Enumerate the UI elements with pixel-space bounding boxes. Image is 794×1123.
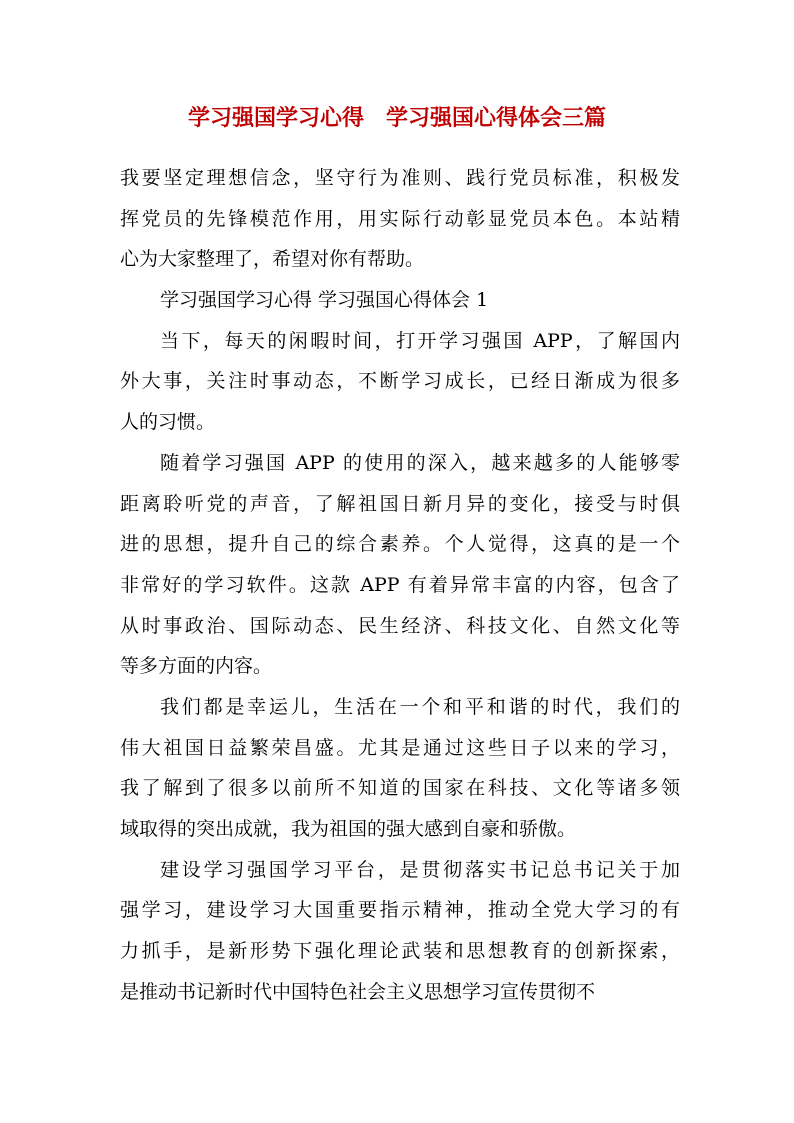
text-line: 当下，每天的闲暇时间，打开学习强国 APP，了解国内 (160, 329, 680, 352)
text-line: 等多方面的内容。 (120, 655, 273, 678)
text-line: 力抓手，是新形势下强化理论武装和思想教育的创新探索， (120, 940, 680, 963)
text-line: 随着学习强国 APP 的使用的深入，越来越多的人能够零 (160, 451, 680, 474)
text-line: 进的思想，提升自己的综合素养。个人觉得，这真的是一个 (120, 533, 680, 556)
text-line: 人的习惯。 (120, 411, 216, 434)
paragraph-4 (120, 850, 680, 1013)
text-line: 强学习，建设学习大国重要指示精神，推动全党大学习的有 (120, 899, 680, 922)
text-line: 挥党员的先锋模范作用，用实际行动彰显党员本色。本站精 (120, 207, 680, 230)
document-body (120, 158, 680, 1012)
text-line: 我们都是幸运儿，生活在一个和平和谐的时代，我们的 (160, 695, 680, 718)
text-line: 非常好的学习软件。这款 APP 有着异常丰富的内容，包含了 (120, 573, 680, 596)
text-line: 外大事，关注时事动态，不断学习成长，已经日渐成为很多 (120, 370, 680, 393)
section-heading (120, 280, 680, 321)
text-line: 域取得的突出成就，我为祖国的强大感到自豪和骄傲。 (120, 818, 577, 840)
paragraph-1 (120, 321, 680, 443)
text-line: 伟大祖国日益繁荣昌盛。尤其是通过这些日子以来的学习， (120, 736, 680, 759)
paragraph-2 (120, 443, 680, 687)
text-line: 我要坚定理想信念，坚守行为准则、践行党员标准，积极发 (120, 167, 680, 189)
text-line: 从时事政治、国际动态、民生经济、科技文化、自然文化等 (120, 614, 680, 637)
text-line: 我了解到了很多以前所不知道的国家在科技、文化等诸多领 (120, 777, 680, 800)
text-line: 建设学习强国学习平台，是贯彻落实书记总书记关于加 (160, 858, 680, 881)
paragraph-3 (120, 687, 680, 850)
intro-paragraph (120, 158, 680, 280)
text-line: 学习强国学习心得 学习强国心得体会 1 (160, 289, 489, 312)
text-line: 距离聆听党的声音，了解祖国日新月异的变化，接受与时俱 (120, 492, 680, 515)
text-line: 是推动书记新时代中国特色社会主义思想学习宣传贯彻不 (120, 980, 596, 1003)
text-line: 心为大家整理了，希望对你有帮助。 (120, 248, 425, 271)
document-title: 学习强国学习心得 学习强国心得体会三篇 (187, 105, 606, 131)
